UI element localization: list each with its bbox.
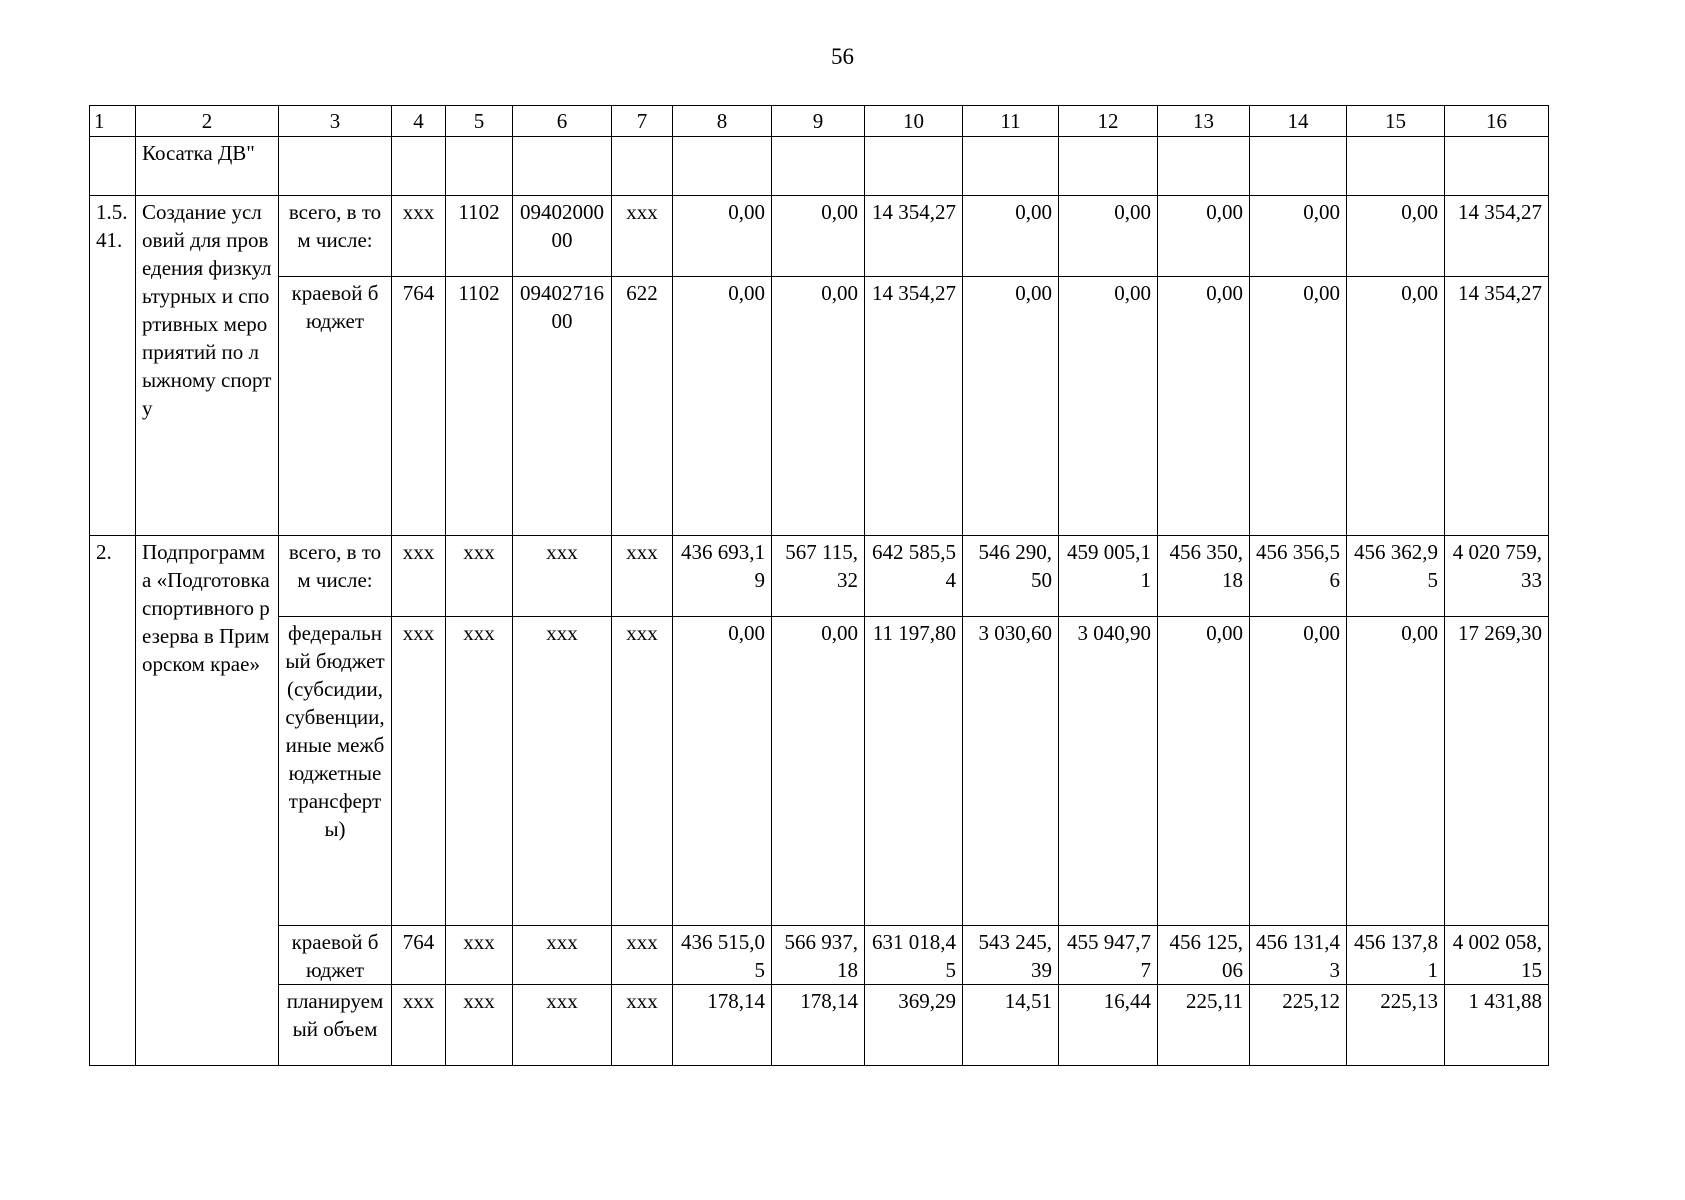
- rzpr-code: 1102: [446, 277, 513, 536]
- value-cell: 0,00: [1250, 196, 1347, 277]
- header-cell: 15: [1347, 106, 1445, 137]
- header-cell: 6: [513, 106, 612, 137]
- table-cell: [1250, 137, 1347, 196]
- value-cell: 0,00: [1158, 277, 1250, 536]
- header-cell: 5: [446, 106, 513, 137]
- table-cell: [392, 137, 446, 196]
- rzpr-code: ххх: [446, 926, 513, 985]
- table-cell: [963, 137, 1059, 196]
- budget-table: [89, 105, 1549, 1066]
- vr-code: ххх: [612, 536, 673, 617]
- value-cell: 14 354,27: [1445, 277, 1549, 536]
- header-cell: 4: [392, 106, 446, 137]
- table-row: [90, 196, 1549, 277]
- csr-code: ххх: [513, 985, 612, 1066]
- header-row: [90, 106, 1549, 137]
- value-cell: 543 245,39: [963, 926, 1059, 985]
- funding-source: краевой бюджет: [279, 926, 392, 985]
- table-cell: [446, 137, 513, 196]
- value-cell: 17 269,30: [1445, 617, 1549, 926]
- value-cell: 567 115,32: [772, 536, 865, 617]
- header-cell: 12: [1059, 106, 1158, 137]
- value-cell: 0,00: [1347, 196, 1445, 277]
- value-cell: 225,13: [1347, 985, 1445, 1066]
- value-cell: 4 002 058,15: [1445, 926, 1549, 985]
- value-cell: 0,00: [772, 617, 865, 926]
- value-cell: 456 350,18: [1158, 536, 1250, 617]
- value-cell: 456 362,95: [1347, 536, 1445, 617]
- rzpr-code: 1102: [446, 196, 513, 277]
- table-cell: [513, 137, 612, 196]
- vr-code: ххх: [612, 196, 673, 277]
- value-cell: 456 131,43: [1250, 926, 1347, 985]
- value-cell: 178,14: [673, 985, 772, 1066]
- funding-source: федеральный бюджет (субсидии, субвенции, иные межбюджетные трансферты): [279, 617, 392, 926]
- table-row: [90, 137, 1549, 196]
- value-cell: 0,00: [1158, 617, 1250, 926]
- rzpr-code: ххх: [446, 985, 513, 1066]
- value-cell: 0,00: [772, 277, 865, 536]
- value-cell: 0,00: [1250, 277, 1347, 536]
- header-cell: 1: [90, 106, 136, 137]
- value-cell: 456 356,56: [1250, 536, 1347, 617]
- table-cell: [1347, 137, 1445, 196]
- value-cell: 642 585,54: [865, 536, 963, 617]
- header-cell: 13: [1158, 106, 1250, 137]
- value-cell: 0,00: [673, 196, 772, 277]
- table-cell: [1445, 137, 1549, 196]
- value-cell: 14 354,27: [865, 277, 963, 536]
- value-cell: 546 290,50: [963, 536, 1059, 617]
- value-cell: 178,14: [772, 985, 865, 1066]
- value-cell: 456 125,06: [1158, 926, 1250, 985]
- vr-code: ххх: [612, 926, 673, 985]
- header-cell: 9: [772, 106, 865, 137]
- grbs-code: ххх: [392, 617, 446, 926]
- value-cell: 0,00: [1059, 196, 1158, 277]
- header-cell: 11: [963, 106, 1059, 137]
- table-cell: [1059, 137, 1158, 196]
- value-cell: 436 693,19: [673, 536, 772, 617]
- header-cell: 10: [865, 106, 963, 137]
- value-cell: 0,00: [1059, 277, 1158, 536]
- value-cell: 3 030,60: [963, 617, 1059, 926]
- csr-code: 0940200000: [513, 196, 612, 277]
- funding-source: краевой бюджет: [279, 277, 392, 536]
- value-cell: 225,12: [1250, 985, 1347, 1066]
- item-name: Создание условий для проведения физкультурных и спортивных мероприятий по лыжному спорту: [136, 196, 279, 536]
- rzpr-code: ххх: [446, 617, 513, 926]
- funding-source: всего, в том числе:: [279, 196, 392, 277]
- header-cell: 3: [279, 106, 392, 137]
- vr-code: ххх: [612, 617, 673, 926]
- value-cell: 0,00: [1250, 617, 1347, 926]
- value-cell: 631 018,45: [865, 926, 963, 985]
- rzpr-code: ххх: [446, 536, 513, 617]
- value-cell: 0,00: [1158, 196, 1250, 277]
- table-cell: [1158, 137, 1250, 196]
- value-cell: 0,00: [1347, 277, 1445, 536]
- table-cell: [772, 137, 865, 196]
- header-cell: 16: [1445, 106, 1549, 137]
- header-cell: 8: [673, 106, 772, 137]
- value-cell: 1 431,88: [1445, 985, 1549, 1066]
- grbs-code: 764: [392, 277, 446, 536]
- value-cell: 455 947,77: [1059, 926, 1158, 985]
- value-cell: 0,00: [673, 617, 772, 926]
- item-name: Подпрограмма «Подготовка спортивного резерва в Приморском крае»: [136, 536, 279, 1066]
- value-cell: 0,00: [963, 277, 1059, 536]
- value-cell: 11 197,80: [865, 617, 963, 926]
- csr-code: ххх: [513, 617, 612, 926]
- header-cell: 7: [612, 106, 673, 137]
- table-cell: [865, 137, 963, 196]
- value-cell: 436 515,05: [673, 926, 772, 985]
- value-cell: 14,51: [963, 985, 1059, 1066]
- value-cell: 14 354,27: [865, 196, 963, 277]
- value-cell: 0,00: [673, 277, 772, 536]
- value-cell: 0,00: [963, 196, 1059, 277]
- csr-code: ххх: [513, 536, 612, 617]
- item-number: 1.5.41.: [90, 196, 136, 536]
- grbs-code: ххх: [392, 985, 446, 1066]
- table-row: [90, 926, 1549, 985]
- vr-code: 622: [612, 277, 673, 536]
- table-row: [90, 617, 1549, 926]
- value-cell: 14 354,27: [1445, 196, 1549, 277]
- funding-source: планируемый объем: [279, 985, 392, 1066]
- item-number: 2.: [90, 536, 136, 1066]
- csr-code: 0940271600: [513, 277, 612, 536]
- page-number: 56: [831, 44, 854, 69]
- grbs-code: ххх: [392, 536, 446, 617]
- value-cell: 0,00: [772, 196, 865, 277]
- header-cell: 2: [136, 106, 279, 137]
- header-cell: 14: [1250, 106, 1347, 137]
- value-cell: 566 937,18: [772, 926, 865, 985]
- funding-source: всего, в том числе:: [279, 536, 392, 617]
- table-cell: [612, 137, 673, 196]
- table-cell: [90, 137, 136, 196]
- grbs-code: ххх: [392, 196, 446, 277]
- csr-code: ххх: [513, 926, 612, 985]
- value-cell: 225,11: [1158, 985, 1250, 1066]
- value-cell: 459 005,11: [1059, 536, 1158, 617]
- table-row: [90, 985, 1549, 1066]
- value-cell: 456 137,81: [1347, 926, 1445, 985]
- value-cell: 16,44: [1059, 985, 1158, 1066]
- value-cell: 0,00: [1347, 617, 1445, 926]
- table-row: [90, 277, 1549, 536]
- table-row: [90, 536, 1549, 617]
- grbs-code: 764: [392, 926, 446, 985]
- table-cell: [673, 137, 772, 196]
- table-cell: [279, 137, 392, 196]
- value-cell: 3 040,90: [1059, 617, 1158, 926]
- value-cell: 369,29: [865, 985, 963, 1066]
- value-cell: 4 020 759,33: [1445, 536, 1549, 617]
- item-name: Косатка ДВ": [136, 137, 279, 196]
- vr-code: ххх: [612, 985, 673, 1066]
